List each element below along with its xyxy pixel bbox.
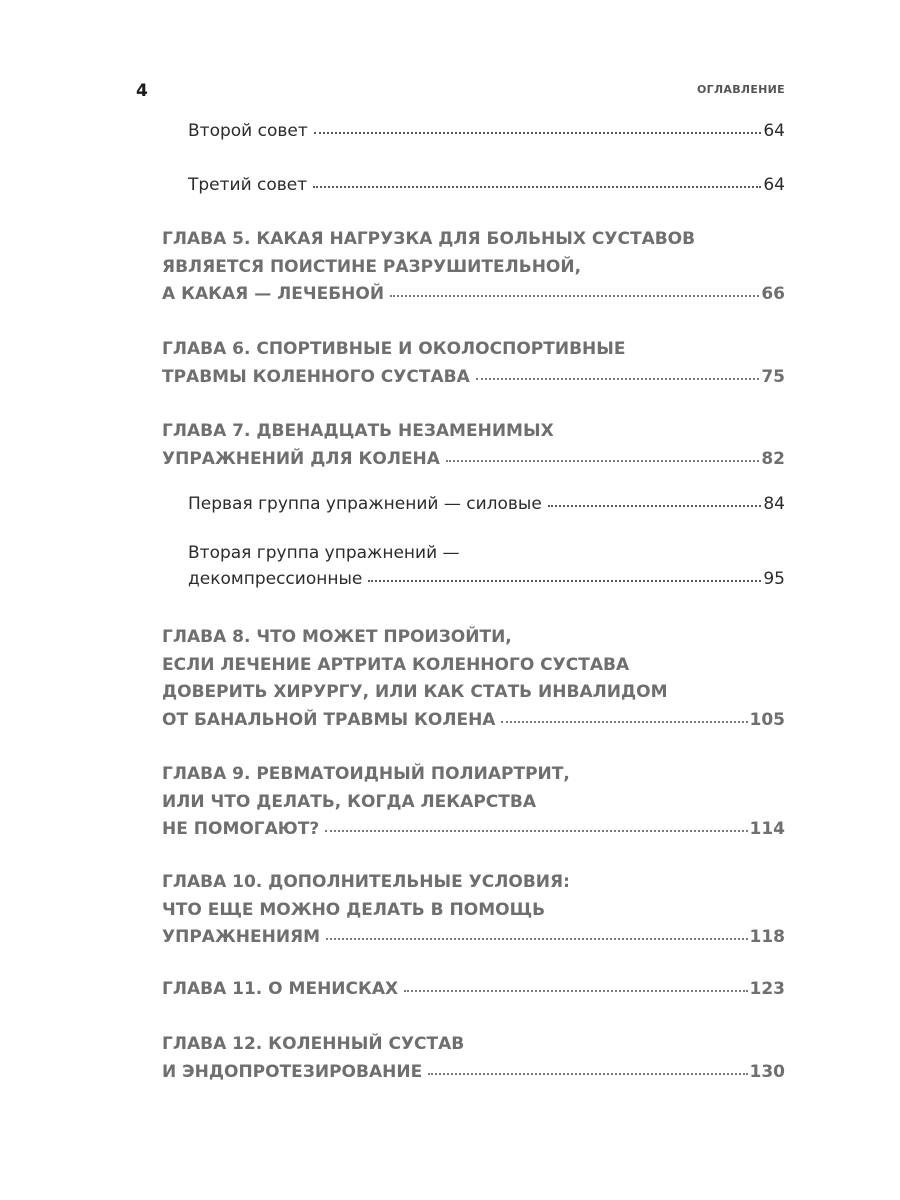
toc-page-number: 64 bbox=[763, 121, 785, 141]
dot-leader bbox=[404, 990, 747, 992]
toc-entry-line bbox=[162, 254, 785, 282]
toc-entry-line bbox=[162, 789, 785, 817]
toc-chapter-entry bbox=[162, 869, 785, 952]
toc-entry-line bbox=[162, 281, 785, 309]
toc-entry-title: ЯВЛЯЕТСЯ ПОИСТИНЕ РАЗРУШИТЕЛЬНОЙ, bbox=[162, 256, 582, 277]
dot-leader bbox=[476, 378, 760, 380]
page-number: 4 bbox=[136, 81, 148, 101]
toc-entry-title: ТРАВМЫ КОЛЕННОГО СУСТАВА bbox=[162, 366, 470, 387]
toc-page-number: 95 bbox=[763, 569, 785, 589]
dot-leader bbox=[446, 460, 759, 462]
toc-entry-line bbox=[162, 364, 785, 392]
toc-entry-line bbox=[162, 761, 785, 789]
dot-leader bbox=[390, 295, 759, 297]
toc-page-number: 66 bbox=[761, 284, 785, 304]
dot-leader bbox=[428, 1073, 747, 1075]
toc-entry-title: Вторая группа упражнений — bbox=[188, 543, 460, 563]
toc-chapter-entry bbox=[162, 1031, 785, 1086]
dot-leader bbox=[548, 505, 762, 507]
toc-entry-title: НЕ ПОМОГАЮТ? bbox=[162, 819, 320, 839]
toc-entry-title: ГЛАВА 8. ЧТО МОЖЕТ ПРОИЗОЙТИ, bbox=[162, 627, 512, 647]
toc-entry-line bbox=[162, 679, 785, 707]
toc-entry-title: ОТ БАНАЛЬНОЙ ТРАВМЫ КОЛЕНА bbox=[162, 709, 496, 730]
toc-page-number: 82 bbox=[761, 448, 785, 469]
toc-entry-line bbox=[162, 816, 785, 844]
toc-page-number: 84 bbox=[763, 494, 785, 514]
toc-entry-line bbox=[162, 226, 785, 254]
toc-entry-title: ИЛИ ЧТО ДЕЛАТЬ, КОГДА ЛЕКАРСТВА bbox=[162, 791, 536, 812]
toc-entry-line bbox=[162, 418, 785, 446]
toc-page-number: 64 bbox=[763, 175, 785, 195]
toc-entry-title: ГЛАВА 7. ДВЕНАДЦАТЬ НЕЗАМЕНИМЫХ bbox=[162, 421, 554, 441]
toc-entry-title: УПРАЖНЕНИЯМ bbox=[162, 927, 321, 947]
toc-entry-title: ДОВЕРИТЬ ХИРУРГУ, ИЛИ КАК СТАТЬ ИНВАЛИДОМ bbox=[162, 682, 668, 702]
toc-section-entry bbox=[188, 118, 785, 144]
toc-entry-title: ЧТО ЕЩЕ МОЖНО ДЕЛАТЬ В ПОМОЩЬ bbox=[162, 899, 546, 920]
toc-entry-line bbox=[162, 446, 785, 474]
toc-page-number: 105 bbox=[749, 709, 785, 730]
toc-entry-title: А КАКАЯ — ЛЕЧЕБНОЙ bbox=[162, 284, 385, 304]
toc-section-entry bbox=[188, 491, 785, 517]
toc-entry-line bbox=[188, 566, 785, 592]
toc-chapter-entry bbox=[162, 418, 785, 473]
toc-entry-title: ГЛАВА 10. ДОПОЛНИТЕЛЬНЫЕ УСЛОВИЯ: bbox=[162, 872, 570, 892]
toc-chapter-entry bbox=[162, 336, 785, 391]
toc-section-entry bbox=[188, 540, 785, 592]
toc-entry-title: Третий совет bbox=[188, 175, 308, 195]
toc-entry-line bbox=[162, 336, 785, 364]
toc-entry-title: ЕСЛИ ЛЕЧЕНИЕ АРТРИТА КОЛЕННОГО СУСТАВА bbox=[162, 654, 630, 675]
toc-page-number: 123 bbox=[749, 979, 785, 999]
toc-entry-line bbox=[162, 1059, 785, 1087]
toc-entry-line bbox=[162, 897, 785, 925]
toc-entry-title: ГЛАВА 9. РЕВМАТОИДНЫЙ ПОЛИАРТРИТ, bbox=[162, 764, 570, 784]
toc-entry-title: УПРАЖНЕНИЙ ДЛЯ КОЛЕНА bbox=[162, 448, 440, 469]
dot-leader bbox=[325, 830, 747, 832]
toc-entry-line bbox=[162, 869, 785, 897]
toc-page-number: 114 bbox=[749, 819, 785, 839]
toc-entry-title: ГЛАВА 12. КОЛЕННЫЙ СУСТАВ bbox=[162, 1034, 465, 1054]
toc-entry-line bbox=[162, 652, 785, 680]
dot-leader bbox=[313, 186, 761, 188]
toc-chapter-entry bbox=[162, 624, 785, 734]
toc-entry-title: Второй совет bbox=[188, 121, 308, 141]
toc-entry-title: декомпрессионные bbox=[188, 569, 363, 589]
toc-chapter-entry bbox=[162, 226, 785, 309]
toc-entry-line bbox=[162, 624, 785, 652]
toc-chapter-entry bbox=[162, 761, 785, 844]
toc-entry-line bbox=[162, 976, 785, 1004]
toc-page-number: 130 bbox=[749, 1061, 785, 1082]
toc-entry-title: ГЛАВА 5. КАКАЯ НАГРУЗКА ДЛЯ БОЛЬНЫХ СУСТАВОВ bbox=[162, 229, 696, 249]
toc-entry-line bbox=[162, 1031, 785, 1059]
toc-entry-title: ГЛАВА 6. СПОРТИВНЫЕ И ОКОЛОСПОРТИВНЫЕ bbox=[162, 339, 626, 359]
toc-page-number: 118 bbox=[749, 927, 785, 947]
toc-entry-line bbox=[188, 118, 785, 144]
dot-leader bbox=[501, 721, 747, 723]
dot-leader bbox=[326, 938, 747, 940]
toc-entry-line bbox=[188, 172, 785, 198]
toc-entry-line bbox=[188, 540, 785, 566]
toc-entry-line bbox=[162, 924, 785, 952]
toc-entry-line bbox=[162, 707, 785, 735]
toc-entry-title: Первая группа упражнений — силовые bbox=[188, 494, 542, 514]
toc-entry-title: И ЭНДОПРОТЕЗИРОВАНИЕ bbox=[162, 1061, 423, 1082]
toc-entry-title: ГЛАВА 11. О МЕНИСКАХ bbox=[162, 979, 399, 999]
toc-chapter-entry bbox=[162, 976, 785, 1004]
toc-section-entry bbox=[188, 172, 785, 198]
toc-page-number: 75 bbox=[761, 366, 785, 387]
dot-leader bbox=[368, 580, 761, 582]
running-header: ОГЛАВЛЕНИЕ bbox=[697, 83, 785, 96]
toc-entry-line bbox=[188, 491, 785, 517]
dot-leader bbox=[314, 132, 762, 134]
